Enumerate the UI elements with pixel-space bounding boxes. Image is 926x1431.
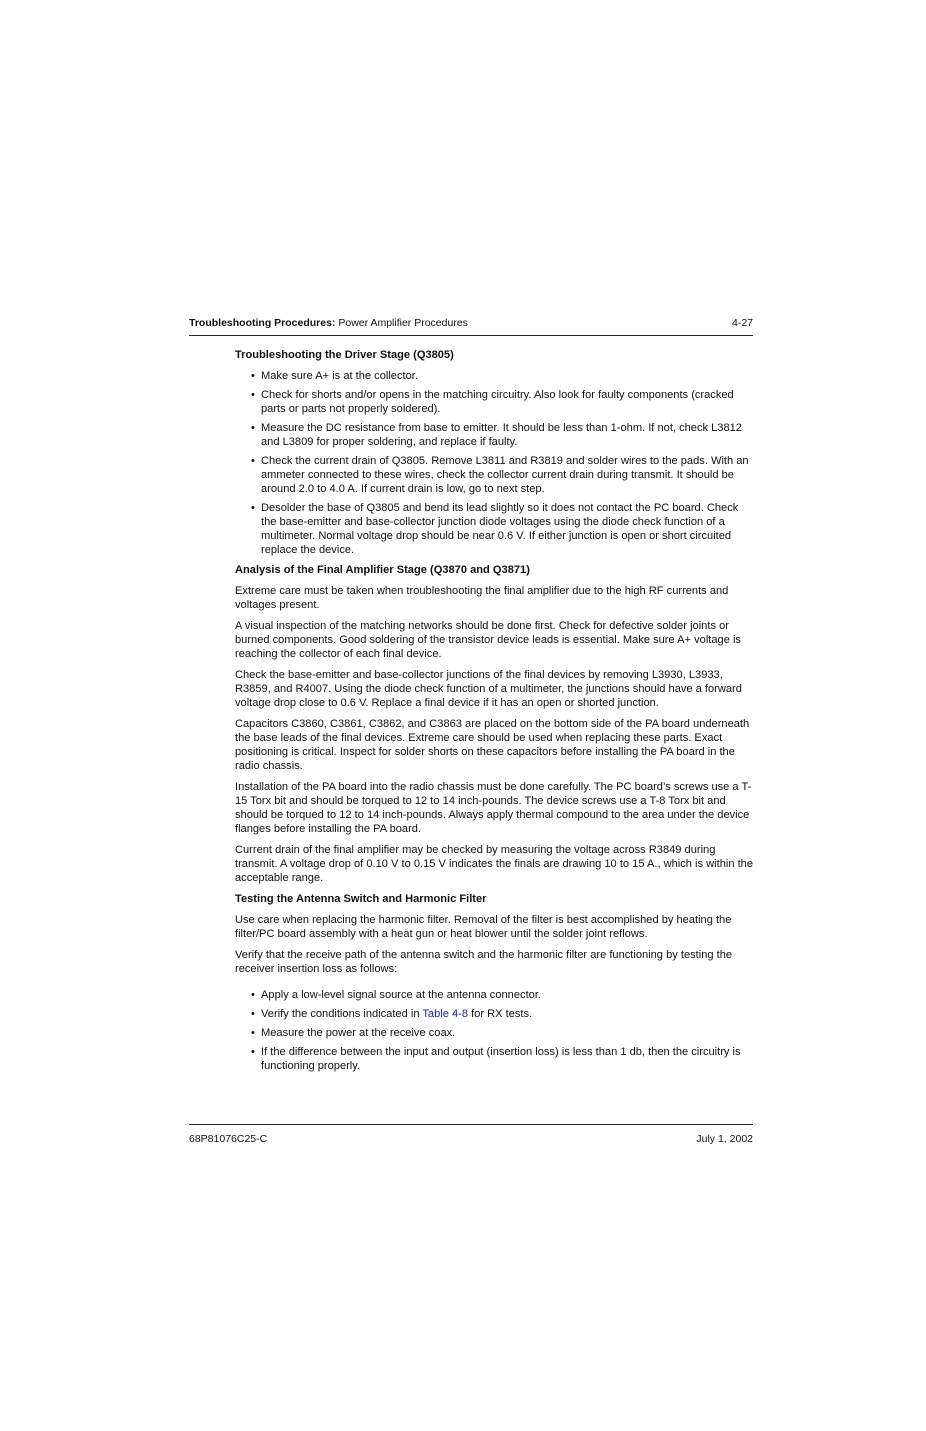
- bullet-glyph: •: [251, 370, 255, 382]
- footer-doc-id: 68P81076C25-C: [189, 1133, 268, 1145]
- list-item: [235, 1007, 753, 1021]
- list-item-text: Apply a low-level signal source at the antenna connector.: [261, 989, 541, 1001]
- antenna-test-list: [235, 988, 753, 1073]
- page-footer: [189, 1132, 753, 1146]
- header-section-bold: Troubleshooting Procedures:: [189, 317, 336, 329]
- paragraph: Verify that the receive path of the antenna switch and the harmonic filter are functioning by testing the receiver insertion loss as follows:: [235, 949, 733, 975]
- driver-stage-list: [235, 369, 753, 557]
- antenna-switch-heading: Testing the Antenna Switch and Harmonic Filter: [235, 893, 487, 905]
- list-item-text: Measure the power at the receive coax.: [261, 1027, 456, 1039]
- list-item-text: Check the current drain of Q3805. Remove L3811 and R3819 and solder wires to the pads. With an ammeter connected to these wires, check the collector current drain during transmit. It should be around 2.0 to 4.0 A. If current drain is low, go to next step.: [261, 455, 749, 495]
- list-item: [235, 501, 753, 557]
- list-item: [235, 421, 753, 449]
- bullet-glyph: •: [251, 1046, 255, 1058]
- footer-rule: [189, 1124, 753, 1125]
- paragraph: Capacitors C3860, C3861, C3862, and C3863 are placed on the bottom side of the PA board underneath the base leads of the final devices. Extreme care should be used when replacing these parts. Exact positioning is critical. Inspect for solder shorts on these capacitors before installing the PA board in the radio chassis.: [235, 718, 750, 772]
- bullet-glyph: •: [251, 502, 255, 514]
- paragraph: Current drain of the final amplifier may be checked by measuring the voltage across R3849 during transmit. A voltage drop of 0.10 V to 0.15 V indicates the finals are drawing 10 to 15 A., which is within the acceptable range.: [235, 844, 754, 884]
- paragraph: Use care when replacing the harmonic filter. Removal of the filter is best accomplished by heating the filter/PC board assembly with a heat gun or heat blower until the solder joint reflows.: [235, 914, 732, 940]
- list-item: [235, 1045, 753, 1073]
- footer-date: July 1, 2002: [696, 1133, 753, 1145]
- driver-stage-heading: Troubleshooting the Driver Stage (Q3805): [235, 349, 454, 361]
- list-item-text-pre: Verify the conditions indicated in: [261, 1008, 423, 1020]
- bullet-glyph: •: [251, 455, 255, 467]
- bullet-glyph: •: [251, 1027, 255, 1039]
- paragraph: A visual inspection of the matching networks should be done first. Check for defective solder joints or burned components. Good soldering of the transistor device leads is essential. Make sure A+ voltage is reaching the collector of each final device.: [235, 620, 741, 660]
- table-4-8-link[interactable]: Table 4-8: [422, 1008, 469, 1020]
- list-item: [235, 388, 753, 416]
- list-item-text: Make sure A+ is at the collector.: [261, 370, 418, 382]
- bullet-glyph: •: [251, 389, 255, 401]
- bullet-glyph: •: [251, 989, 255, 1001]
- list-item: [235, 1026, 753, 1040]
- paragraph: Extreme care must be taken when troubleshooting the final amplifier due to the high RF currents and voltages present.: [235, 585, 729, 611]
- list-item-text: Check for shorts and/or opens in the matching circuitry. Also look for faulty components (cracked parts or parts not properly soldered).: [261, 389, 734, 415]
- list-item-text: Desolder the base of Q3805 and bend its lead slightly so it does not contact the PC board. Check the base-emitter and base-collector junction diode voltages using the diode check function of a multimeter. Normal voltage drop should be near 0.6 V. If either junction is open or short circuited replace the device.: [261, 502, 739, 556]
- page-body: [235, 348, 753, 1079]
- bullet-glyph: •: [251, 1008, 255, 1020]
- paragraph: Check the base-emitter and base-collector junctions of the final devices by removing L3930, L3933, R3859, and R4007. Using the diode check function of a multimeter, the junctions should have a forward voltage drop close to 0.6 V. Replace a final device if it has an open or shorted junction.: [235, 669, 742, 709]
- list-item: [235, 988, 753, 1002]
- list-item: [235, 369, 753, 383]
- list-item: [235, 454, 753, 496]
- list-item-text: If the difference between the input and output (insertion loss) is less than 1 db, then the circuitry is functioning properly.: [261, 1046, 741, 1072]
- page-header: [189, 316, 753, 330]
- list-item-text: [261, 1008, 532, 1020]
- header-rule: [189, 335, 753, 336]
- list-item-text: Measure the DC resistance from base to emitter. It should be less than 1-ohm. If not, check L3812 and L3809 for proper soldering, and replace if faulty.: [261, 422, 742, 448]
- header-section-title: [189, 316, 468, 330]
- header-page-number: 4-27: [731, 317, 753, 329]
- list-item-text-post: for RX tests.: [468, 1008, 533, 1020]
- paragraph: Installation of the PA board into the radio chassis must be done carefully. The PC board’s screws use a T-15 Torx bit and should be torqued to 12 to 14 inch-pounds. The device screws use a T-8 Torx bit and should be torqued to 12 to 14 inch-pounds. Always apply thermal compound to the area under the device flanges before installing the PA board.: [235, 781, 752, 835]
- bullet-glyph: •: [251, 422, 255, 434]
- final-amplifier-heading: Analysis of the Final Amplifier Stage (Q3870 and Q3871): [235, 564, 530, 576]
- header-section-rest: Power Amplifier Procedures: [335, 317, 468, 329]
